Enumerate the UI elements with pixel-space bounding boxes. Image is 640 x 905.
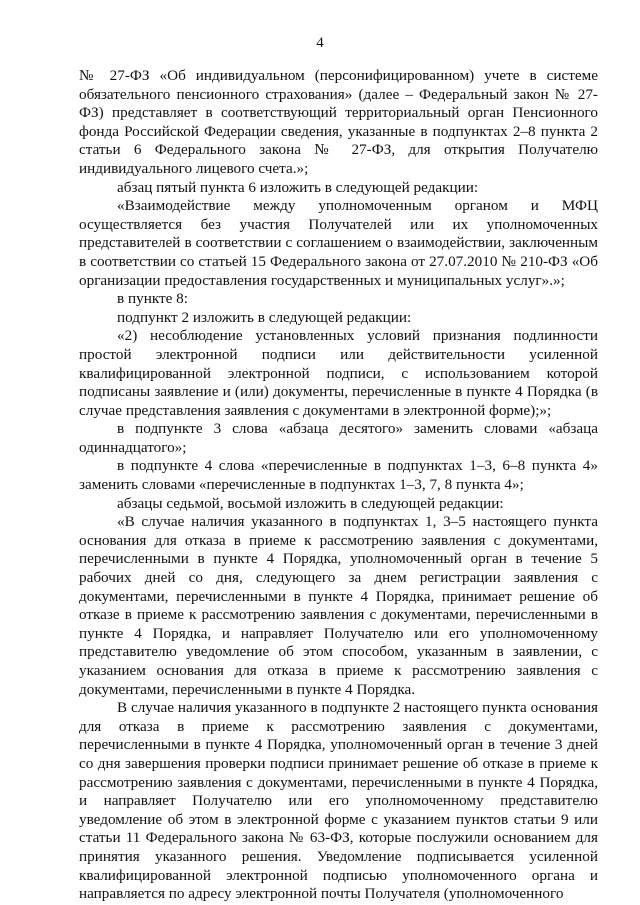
paragraph-point-8: в пункте 8: <box>117 290 188 308</box>
page-number: 4 <box>316 35 324 51</box>
paragraph-paragraphs-7-8-intro: абзацы седьмой, восьмой изложить в следующей редакции: <box>117 494 504 512</box>
paragraph-refusal-case-1: «В случае наличия указанного в подпунктах 1, 3–5 настоящего пункта основания для отказа в приеме к рассмотрению заявления с документами, перечисленными в пункте 4 Порядка, уполномоченный орган в течение 5 рабочих дней со дня, следующего за днем регистрации заявления с документами, перечисленными в пункте 4 Порядка, принимает решение об отказе в приеме к рассмотрению заявления с документами, перечисленными в пункте 4 Порядка, и направляет Получателю или его уполномоченному представителю уведомление об этом способом, указанным в заявлении, с указанием основания для отказа в приеме к рассмотрению заявления с документами, перечисленными в пункте 4 Порядка. <box>79 513 598 698</box>
paragraph-subpoint-2-intro: подпункт 2 изложить в следующей редакции: <box>117 308 412 326</box>
paragraph-refusal-case-2: В случае наличия указанного в подпункте 2 настоящего пункта основания для отказа в приеме к рассмотрению заявления с документами, перечисленными в пункте 4 Порядка, уполномоченный орган в течение 3 дней со дня завершения проверки подписи принимает решение об отказе в приеме к рассмотрению заявления с документами, перечисленными в пункте 4 Порядка, и направляет Получателю или его уполномоченному представителю уведомление об этом в электронной форме с указанием пунктов статьи 9 или статьи 11 Федерального закона № 63-ФЗ, которые послужили основанием для принятия указанного решения. Уведомление подписывается усиленной квалифицированной электронной подписью уполномоченного органа и направляется по адресу электронной почты Получателя (уполномоченного <box>79 699 598 903</box>
paragraph-subpoint-2-text: «2) несоблюдение установленных условий признания подлинности простой электронной подписи или действительности усиленной квалифицированной электронной подписи, с использованием которой подписаны заявление и (или) документы, перечисленные в пункте 4 Порядка (в случае представления заявления с документами в электронной форме);»; <box>79 327 598 419</box>
paragraph-law-reference: № 27-ФЗ «Об индивидуальном (персонифицированном) учете в системе обязательного пенсионного страхования» (далее – Федеральный закон № 27-ФЗ) представляет в соответствующий территориальный орган Пенсионного фонда Российской Федерации сведения, указанные в подпунктах 2–8 пункта 2 статьи 6 Федерального закона № 27-ФЗ, для открытия Получателю индивидуального лицевого счета.»; <box>79 67 598 177</box>
document-body <box>79 67 598 904</box>
paragraph-amend-point-6: абзац пятый пункта 6 изложить в следующей редакции: <box>117 178 479 196</box>
paragraph-subpoint-4: в подпункте 4 слова «перечисленные в подпунктах 1–3, 6–8 пункта 4» заменить словами «перечисленные в подпунктах 1–3, 7, 8 пункта 4»; <box>79 457 598 494</box>
paragraph-subpoint-3: в подпункте 3 слова «абзаца десятого» заменить словами «абзаца одиннадцатого»; <box>79 420 598 456</box>
paragraph-interaction-mfc: «Взаимодействие между уполномоченным органом и МФЦ осуществляется без участия Получателей или их уполномоченных представителей в соответствии с соглашением о взаимодействии, заключенным в соответствии со статьей 15 Федерального закона от 27.07.2010 № 210-ФЗ «Об организации предоставления государственных и муниципальных услуг».»; <box>79 197 598 289</box>
